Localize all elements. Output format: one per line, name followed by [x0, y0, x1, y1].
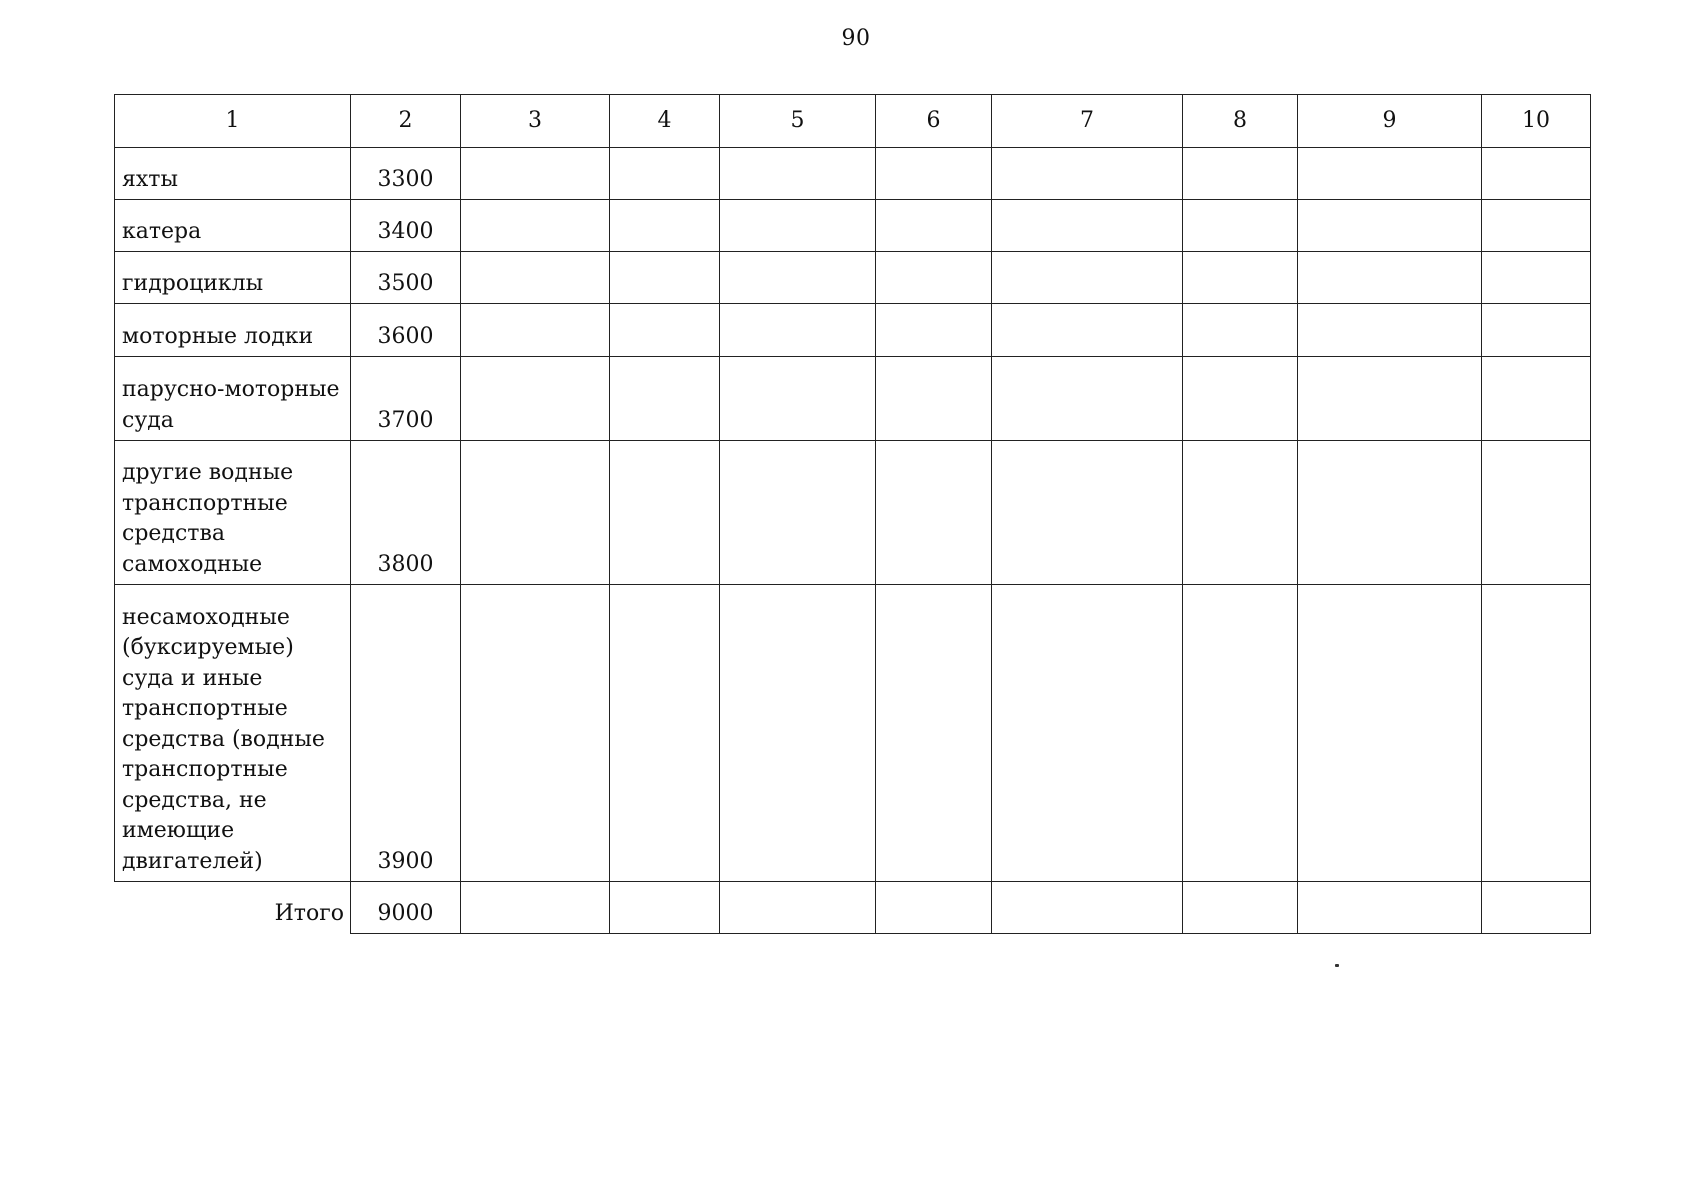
- empty-cell: [461, 441, 610, 585]
- table-row: [115, 585, 1591, 882]
- empty-cell: [461, 357, 610, 441]
- empty-cell: [461, 585, 610, 882]
- table-row: [115, 441, 1591, 585]
- empty-cell: [610, 585, 720, 882]
- empty-cell: [461, 200, 610, 252]
- empty-cell: [1482, 882, 1591, 934]
- empty-cell: [1298, 882, 1482, 934]
- empty-cell: [876, 882, 992, 934]
- empty-cell: [992, 252, 1183, 304]
- row-label: другие водные транспортные средства самоходные: [115, 441, 351, 585]
- row-label: моторные лодки: [115, 304, 351, 357]
- empty-cell: [992, 585, 1183, 882]
- column-header: 2: [351, 95, 461, 148]
- empty-cell: [1298, 148, 1482, 200]
- table-row: [115, 304, 1591, 357]
- empty-cell: [1298, 304, 1482, 357]
- row-code: 3700: [351, 357, 461, 441]
- report-table: [114, 94, 1591, 934]
- empty-cell: [1183, 200, 1298, 252]
- page-number: 90: [841, 26, 871, 51]
- empty-cell: [1482, 357, 1591, 441]
- empty-cell: [461, 252, 610, 304]
- row-label: несамоходные (буксируемые) суда и иные транспортные средства (водные транспортные средства, не имеющие двигателей): [115, 585, 351, 882]
- column-number-row: [115, 95, 1591, 148]
- empty-cell: [876, 357, 992, 441]
- empty-cell: [1183, 441, 1298, 585]
- column-header: 3: [461, 95, 610, 148]
- empty-cell: [992, 357, 1183, 441]
- empty-cell: [461, 148, 610, 200]
- column-header: 8: [1183, 95, 1298, 148]
- row-code: 3900: [351, 585, 461, 882]
- table-row: [115, 148, 1591, 200]
- column-header: 5: [720, 95, 876, 148]
- empty-cell: [876, 252, 992, 304]
- table-row: [115, 200, 1591, 252]
- empty-cell: [720, 441, 876, 585]
- empty-cell: [610, 357, 720, 441]
- empty-cell: [610, 882, 720, 934]
- empty-cell: [992, 148, 1183, 200]
- empty-cell: [876, 304, 992, 357]
- row-code: 3500: [351, 252, 461, 304]
- column-header: 1: [115, 95, 351, 148]
- row-label: гидроциклы: [115, 252, 351, 304]
- empty-cell: [1298, 441, 1482, 585]
- empty-cell: [992, 882, 1183, 934]
- row-label: яхты: [115, 148, 351, 200]
- total-row: [115, 882, 1591, 934]
- empty-cell: [1298, 200, 1482, 252]
- total-code: 9000: [351, 882, 461, 934]
- row-code: 3400: [351, 200, 461, 252]
- empty-cell: [610, 304, 720, 357]
- empty-cell: [720, 304, 876, 357]
- empty-cell: [720, 148, 876, 200]
- empty-cell: [1183, 148, 1298, 200]
- empty-cell: [720, 882, 876, 934]
- empty-cell: [876, 441, 992, 585]
- empty-cell: [876, 585, 992, 882]
- empty-cell: [1183, 304, 1298, 357]
- empty-cell: [1482, 148, 1591, 200]
- empty-cell: [610, 148, 720, 200]
- empty-cell: [1183, 882, 1298, 934]
- row-code: 3800: [351, 441, 461, 585]
- empty-cell: [461, 304, 610, 357]
- column-header: 4: [610, 95, 720, 148]
- table-row: [115, 252, 1591, 304]
- row-code: 3600: [351, 304, 461, 357]
- column-header: 10: [1482, 95, 1591, 148]
- row-code: 3300: [351, 148, 461, 200]
- empty-cell: [1298, 585, 1482, 882]
- table-row: [115, 357, 1591, 441]
- empty-cell: [1183, 357, 1298, 441]
- empty-cell: [1183, 252, 1298, 304]
- empty-cell: [876, 148, 992, 200]
- empty-cell: [720, 200, 876, 252]
- column-header: 9: [1298, 95, 1482, 148]
- empty-cell: [610, 441, 720, 585]
- empty-cell: [1482, 304, 1591, 357]
- empty-cell: [610, 200, 720, 252]
- empty-cell: [1482, 252, 1591, 304]
- empty-cell: [992, 304, 1183, 357]
- row-label: катера: [115, 200, 351, 252]
- empty-cell: [1482, 585, 1591, 882]
- empty-cell: [720, 585, 876, 882]
- empty-cell: [992, 200, 1183, 252]
- empty-cell: [1298, 357, 1482, 441]
- empty-cell: [1298, 252, 1482, 304]
- empty-cell: [461, 882, 610, 934]
- empty-cell: [1183, 585, 1298, 882]
- empty-cell: [1482, 441, 1591, 585]
- empty-cell: [876, 200, 992, 252]
- column-header: 6: [876, 95, 992, 148]
- empty-cell: [720, 252, 876, 304]
- row-label: парусно-моторные суда: [115, 357, 351, 441]
- scan-speck: [1335, 964, 1339, 967]
- empty-cell: [720, 357, 876, 441]
- empty-cell: [992, 441, 1183, 585]
- total-label: Итого: [115, 882, 351, 934]
- empty-cell: [1482, 200, 1591, 252]
- column-header: 7: [992, 95, 1183, 148]
- empty-cell: [610, 252, 720, 304]
